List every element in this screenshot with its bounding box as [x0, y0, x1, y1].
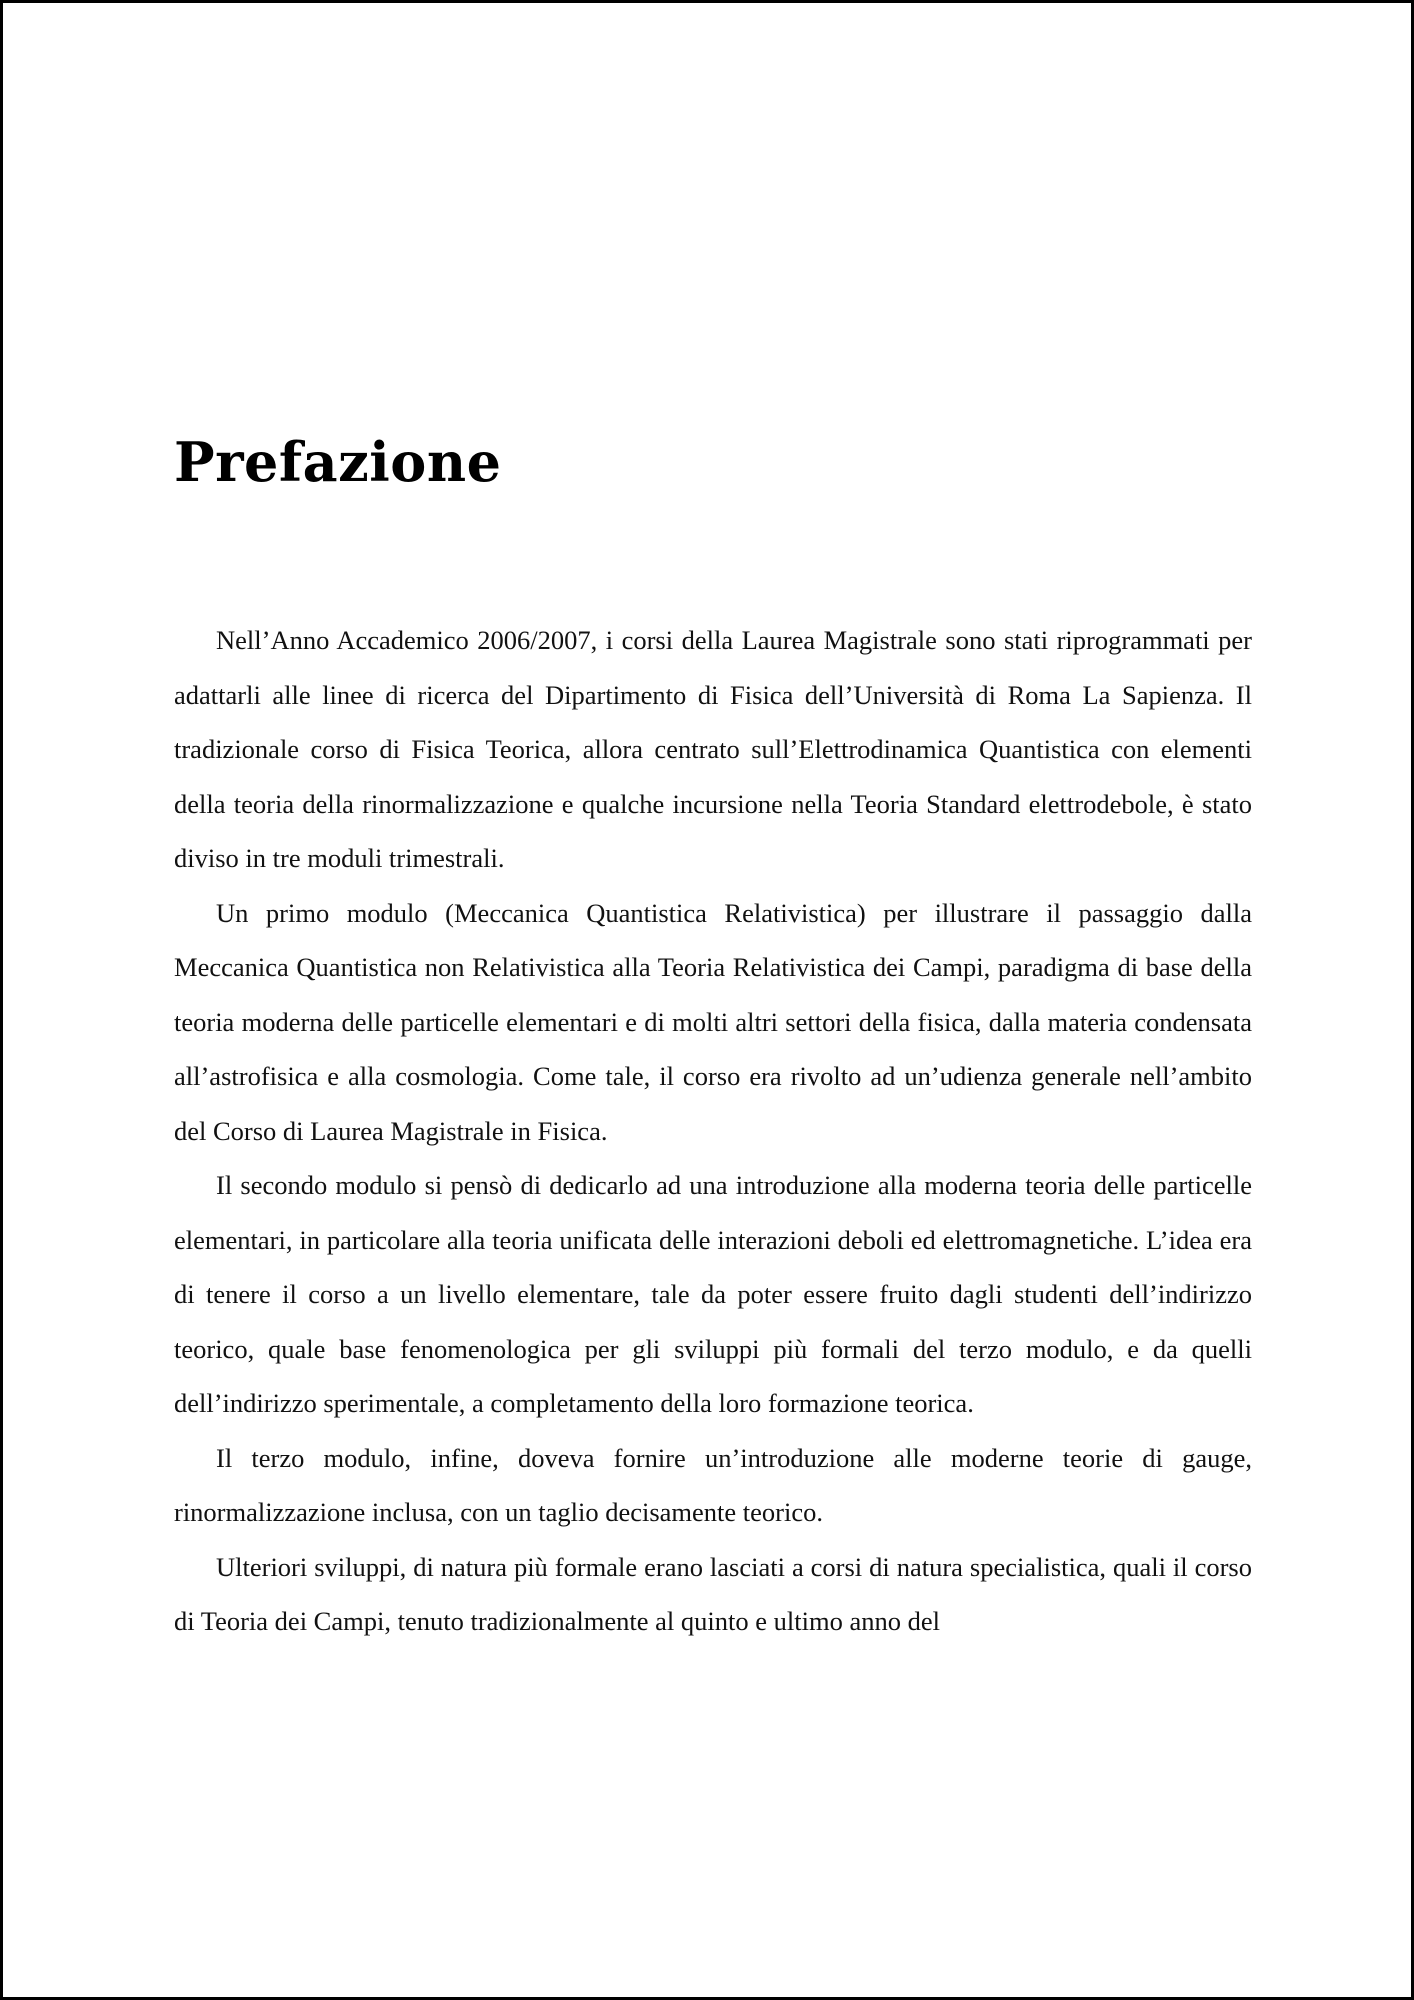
chapter-heading: Prefazione — [174, 430, 502, 494]
paragraph-1: Nell’Anno Accademico 2006/2007, i corsi della Laurea Magistrale sono stati riprogrammati per adattarli alle linee di ricerca del Dipartimento di Fisica dell’Università di Roma La Sapienza. Il tradizionale corso di Fisica Teorica, allora centrato sull’Elettrodinamica Quantistica con elementi della teoria della rinormalizzazione e qualche incursione nella Teoria Standard elettrodebole, è stato diviso in tre moduli trimestrali. — [174, 625, 1252, 873]
paragraph-3: Il secondo modulo si pensò di dedicarlo ad una introduzione alla moderna teoria delle particelle elementari, in particolare alla teoria unificata delle interazioni deboli ed elettromagnetiche. L’idea era di tenere il corso a un livello elementare, tale da poter essere fruito dagli studenti dell’indirizzo teorico, quale base fenomenologica per gli sviluppi più formali del terzo modulo, e da quelli dell’indirizzo sperimentale, a completamento della loro formazione teorica. — [174, 1170, 1252, 1418]
paragraph-2: Un primo modulo (Meccanica Quantistica Relativistica) per illustrare il passaggio dalla Meccanica Quantistica non Relativistica alla Teoria Relativistica dei Campi, paradigma di base della teoria moderna delle particelle elementari e di molti altri settori della fisica, dalla materia condensata all’astrofisica e alla cosmologia. Come tale, il corso era rivolto ad un’udienza generale nell’ambito del Corso di Laurea Magistrale in Fisica. — [174, 897, 1252, 1146]
paragraph-4: Il terzo modulo, infine, doveva fornire un’introduzione alle moderne teorie di gauge, rinormalizzazione inclusa, con un taglio decisamente teorico. — [174, 1442, 1252, 1527]
paragraph-5: Ulteriori sviluppi, di natura più formale erano lasciati a corsi di natura specialistica, quali il corso di Teoria dei Campi, tenuto tradizionalmente al quinto e ultimo anno del — [174, 1551, 1252, 1636]
preface-body — [174, 613, 1252, 1649]
